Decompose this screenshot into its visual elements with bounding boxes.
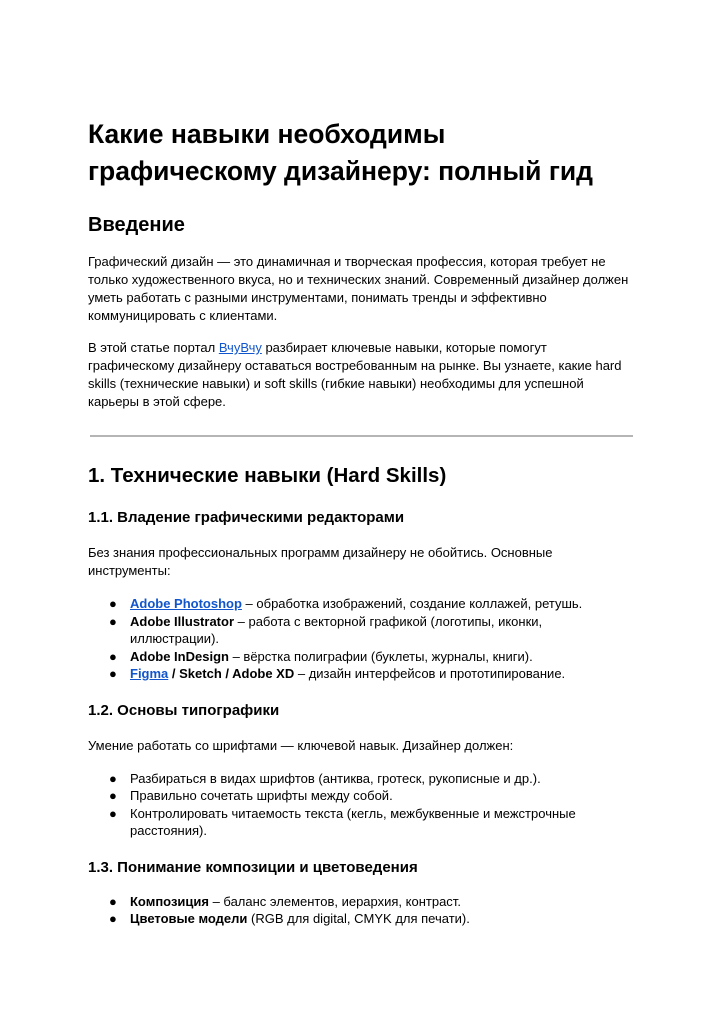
bullet-icon: ●: [109, 613, 117, 629]
bullet-icon: ●: [109, 805, 117, 821]
bullet-icon: ●: [109, 911, 117, 926]
list-item: ● Adobe Illustrator – работа с векторной графикой (логотипы, иконки, иллюстрации).: [109, 613, 543, 646]
intro-p2-after: разбирает ключевые навыки, которые помогут графическому дизайнеру оставаться востребованным на рынке. Вы узнаете, какие hard skills (технические навыки) и soft skills (гибкие навыки) необходимы для успешной карьеры в этой сфере.: [88, 340, 622, 409]
composition-list: [88, 893, 633, 928]
intro-p2-before: В этой статье портал: [88, 340, 219, 355]
document-body: [88, 116, 633, 928]
list-item: ● Композиция – баланс элементов, иерархия, контраст.: [109, 893, 461, 909]
bullet-icon: ●: [109, 648, 117, 664]
figma-link[interactable]: Figma: [130, 666, 169, 681]
subsection-1-2-heading: 1.2. Основы типографики: [88, 701, 280, 719]
section-divider: [90, 435, 633, 437]
list-item: ● Разбираться в видах шрифтов (антиква, гротеск, рукописные и др.).: [109, 770, 541, 786]
section-1-heading: 1. Технические навыки (Hard Skills): [88, 464, 447, 487]
list-item: ● Adobe InDesign – вёрстка полиграфии (буклеты, журналы, книги).: [109, 648, 533, 664]
list-item: ● Adobe Photoshop – обработка изображений, создание коллажей, ретушь.: [109, 596, 583, 611]
page-title: Какие навыки необходимы графическому дизайнеру: полный гид: [88, 119, 593, 186]
bullet-icon: ●: [109, 596, 117, 611]
list-item: ● Цветовые модели (RGB для digital, CMYK для печати).: [109, 911, 470, 926]
intro-paragraph-2: [88, 339, 633, 411]
photoshop-link[interactable]: Adobe Photoshop: [130, 596, 242, 611]
vchuvchu-link[interactable]: ВчуВчу: [218, 340, 262, 355]
typography-list: [88, 770, 633, 840]
subsection-1-2-text: Умение работать со шрифтами — ключевой навык. Дизайнер должен:: [88, 737, 514, 753]
bullet-icon: ●: [109, 666, 117, 681]
bullet-icon: ●: [109, 893, 117, 909]
subsection-1-1-text: Без знания профессиональных программ дизайнеру не обойтись. Основные инструменты:: [88, 545, 553, 578]
subsection-1-1-heading: 1.1. Владение графическими редакторами: [88, 509, 405, 526]
subsection-1-3-heading: 1.3. Понимание композиции и цветоведения: [88, 858, 418, 876]
list-item: ● Контролировать читаемость текста (кегль, межбуквенные и межстрочные расстояния).: [109, 805, 576, 838]
bullet-icon: ●: [109, 788, 117, 803]
bullet-icon: ●: [109, 770, 117, 786]
list-item: ● Figma / Sketch / Adobe XD – дизайн интерфейсов и прототипирование.: [109, 666, 566, 681]
list-item: ● Правильно сочетать шрифты между собой.: [109, 788, 393, 803]
editors-list: [88, 595, 633, 683]
intro-paragraph-1: Графический дизайн — это динамичная и творческая профессия, которая требует не только художественного вкуса, но и технических знаний. Современный дизайнер должен уметь работать с разными инструментами, понимать тренды и эффективно коммуницировать с клиентами.: [88, 254, 629, 323]
intro-heading: Введение: [88, 214, 185, 236]
